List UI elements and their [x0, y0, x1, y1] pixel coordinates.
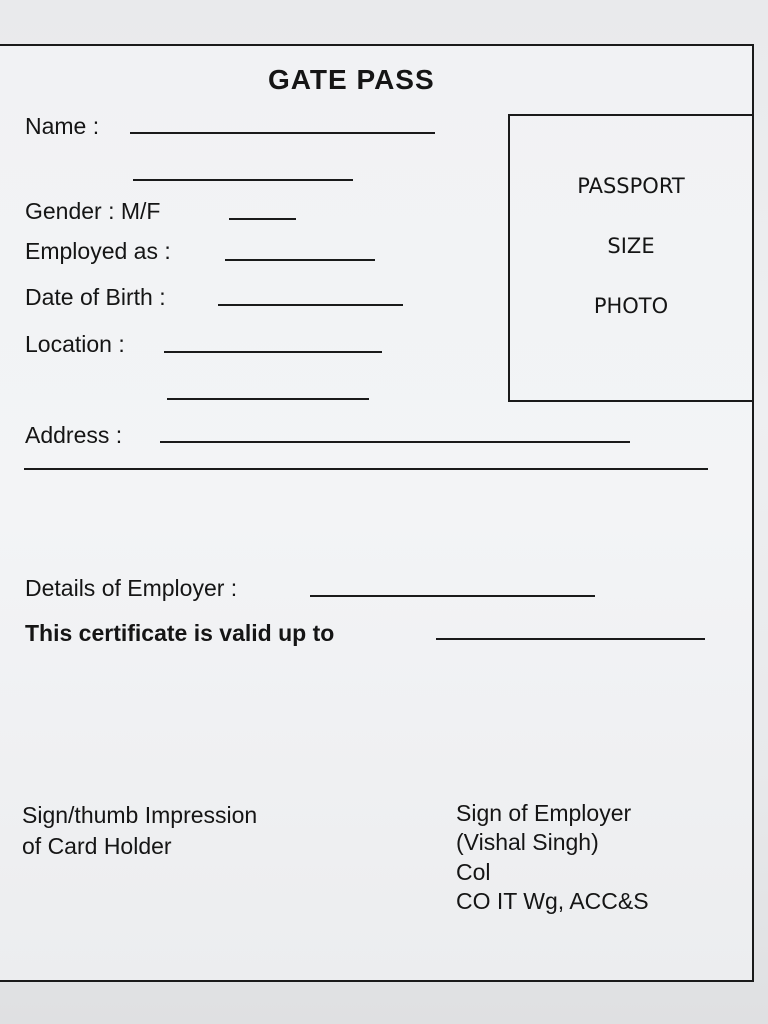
location-label: Location : [25, 331, 125, 357]
name-field-line-2[interactable] [133, 179, 353, 181]
holder-signature-label-line2: of Card Holder [22, 833, 172, 859]
location-field-line[interactable] [164, 351, 382, 353]
gender-field-line[interactable] [229, 218, 296, 220]
validity-label: This certificate is valid up to [25, 620, 335, 646]
employed-as-label: Employed as : [25, 238, 171, 264]
gender-label: Gender : M/F [25, 198, 161, 224]
photo-box-text-size: SIZE [607, 234, 655, 258]
photo-box-text-photo: PHOTO [593, 294, 669, 318]
employer-details-label: Details of Employer : [25, 575, 238, 601]
date-of-birth-label: Date of Birth : [25, 284, 166, 310]
employer-rank: Col [456, 859, 491, 885]
passport-photo-box [508, 114, 754, 402]
name-label: Name : [25, 113, 100, 139]
employer-signature-label: Sign of Employer [456, 800, 632, 826]
location-field-line-2[interactable] [167, 398, 369, 400]
address-field-line[interactable] [160, 441, 630, 443]
employer-unit: CO IT Wg, ACC&S [456, 888, 649, 914]
validity-field-line[interactable] [436, 638, 705, 640]
form-title: GATE PASS [268, 64, 435, 95]
name-field-line[interactable] [130, 132, 435, 134]
employed-as-field-line[interactable] [225, 259, 375, 261]
address-field-line-2[interactable] [24, 468, 708, 470]
employer-name: (Vishal Singh) [456, 829, 599, 855]
photo-box-text-passport: PASSPORT [577, 174, 685, 198]
employer-details-field-line[interactable] [310, 595, 595, 597]
holder-signature-label-line1: Sign/thumb Impression [22, 802, 258, 828]
address-label: Address : [25, 422, 123, 448]
date-of-birth-field-line[interactable] [218, 304, 403, 306]
